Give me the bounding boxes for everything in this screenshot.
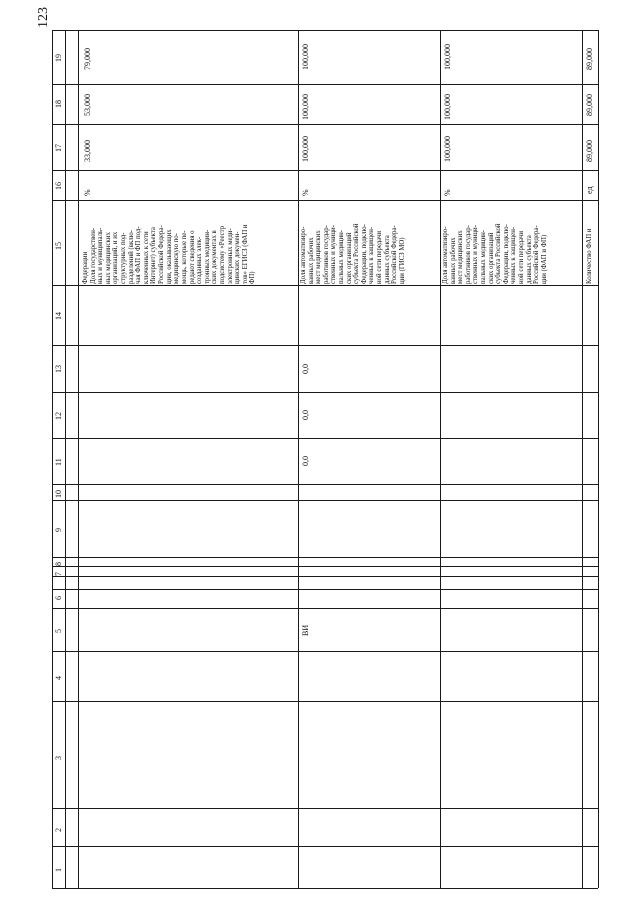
column-number: 6 — [54, 596, 63, 600]
column-number: 3 — [54, 756, 63, 760]
col-border — [52, 500, 598, 501]
col-border — [52, 808, 598, 809]
col-border — [52, 576, 598, 577]
indicator-description: Доля автоматизиро- ванных рабочих мест медицинских работников государ- ственных и муници- пальных медицин- ских организаций субъекта Российской Федерации, подклю- ченных к защищен- ной сети передачи данных субъекта Российской Федера- ции (ФАП и ФП) — [442, 223, 548, 284]
col-border — [52, 345, 598, 346]
column-number: 11 — [54, 458, 63, 466]
column-number: 1 — [54, 868, 63, 872]
col-border — [52, 608, 598, 609]
cell-value-col17: 89,000 — [585, 140, 594, 162]
col-border — [52, 484, 598, 485]
cell-unit-col16: % — [83, 189, 92, 196]
indicator-description: Доля автоматизиро- ванных рабочих мест медицинских работников государ- ственных и муници- пальных медицин- ских организаций субъекта Российской Федерации, подклю- ченных к защищен- ной сети передачи данных субъекта Российской Федера- ции (ГИСЗ МО) — [300, 223, 406, 284]
cell-value-col18: 100,000 — [443, 94, 452, 120]
column-number: 13 — [54, 365, 63, 373]
cell-value-col18: 53,000 — [83, 94, 92, 116]
col-border — [52, 200, 598, 201]
col-border — [52, 651, 598, 652]
column-number: 14 — [54, 312, 63, 320]
cell-value-col12: 0,0 — [301, 410, 310, 420]
column-number: 19 — [54, 54, 63, 62]
header-row-divider — [65, 30, 66, 888]
col-border — [52, 846, 598, 847]
col-border — [52, 701, 598, 702]
column-number: 15 — [54, 242, 63, 250]
column-number: 12 — [54, 412, 63, 420]
column-number: 8 — [54, 562, 63, 566]
col-border — [52, 589, 598, 590]
col-border — [52, 285, 598, 286]
col-border — [52, 438, 598, 439]
column-number: 2 — [54, 828, 63, 832]
cell-value-col5: ВИ — [301, 624, 310, 636]
table-border-left — [52, 30, 53, 888]
cell-value-col18: 89,000 — [585, 94, 594, 116]
cell-value-col18: 100,000 — [301, 94, 310, 120]
col-border — [52, 30, 598, 31]
table-border-right — [598, 30, 599, 888]
indicator-description: Федерации Доля государствен- ных и муниципаль- ных медицинских организаций, и их структурных под- разделений (вклю- чая ФАП и ФП под- ключенных к сети Интернет) субъекта Российской Федера- ции, оказывающих медицинскую по- мощь, которые пе- редают сведения о созданных элек- тронных медицин- ских документах в подсистему «Реестр электронных меди- цинских докумен- тов» ЕГИСЗ (ФАП и ФП) — [82, 224, 257, 284]
row-divider — [78, 30, 79, 888]
column-number: 7 — [54, 572, 63, 576]
col-border — [52, 124, 598, 125]
column-number: 10 — [54, 490, 63, 498]
col-border — [52, 557, 598, 558]
column-number: 9 — [54, 528, 63, 532]
cell-value-col13: 0,0 — [301, 364, 310, 374]
row-divider — [440, 30, 441, 888]
page-number: 123 — [36, 7, 51, 28]
col-border — [52, 170, 598, 171]
column-number: 17 — [54, 144, 63, 152]
cell-value-col17: 100,000 — [443, 136, 452, 162]
cell-value-col11: 0,0 — [301, 456, 310, 466]
col-border — [52, 392, 598, 393]
cell-value-col19: 79,000 — [83, 48, 92, 70]
column-number: 5 — [54, 629, 63, 633]
cell-value-col17: 100,000 — [301, 136, 310, 162]
cell-unit-col16: ед — [585, 186, 594, 194]
col-border — [52, 84, 598, 85]
cell-unit-col16: % — [301, 189, 310, 196]
row-divider — [582, 30, 583, 888]
row-divider — [298, 30, 299, 888]
cell-unit-col16: % — [443, 189, 452, 196]
cell-value-col19: 100,000 — [443, 44, 452, 70]
column-number: 4 — [54, 676, 63, 680]
cell-value-col19: 89,000 — [585, 48, 594, 70]
column-number: 18 — [54, 100, 63, 108]
table-border-bottom — [52, 888, 598, 889]
cell-value-col19: 100,000 — [301, 44, 310, 70]
col-border — [52, 566, 598, 567]
cell-value-col17: 33,000 — [83, 140, 92, 162]
indicator-description: Количество ФАП и — [586, 228, 593, 284]
column-number: 16 — [54, 182, 63, 190]
